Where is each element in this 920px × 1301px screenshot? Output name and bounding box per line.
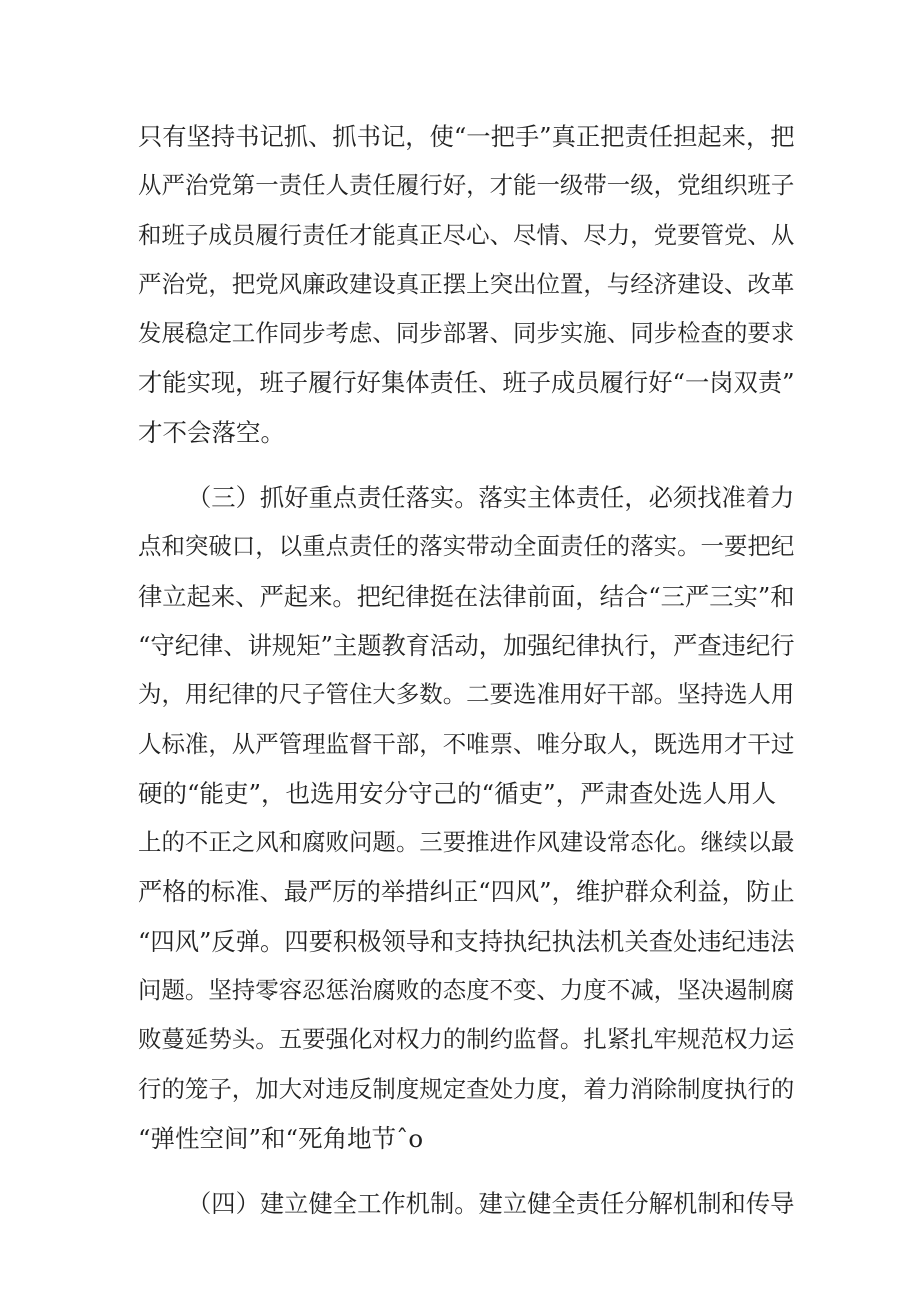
text-line: 上的不正之风和腐败问题。三要推进作风建设常态化。继续以最 (138, 828, 795, 857)
text-line: 才不会落空。 (138, 417, 285, 447)
text-line: （三）抓好重点责任落实。落实主体责任，必须找准着力 (187, 483, 795, 513)
text-line: “弹性空间”和“死角地节ˆo (138, 1123, 424, 1153)
text-line: 严格的标准、最严厉的举措纠正“四风”，维护群众利益，防止 (138, 877, 795, 907)
paragraph-spacer (138, 457, 798, 473)
text-line: 律立起来、严起来。把纪律挺在法律前面，结合“三严三实”和 (138, 581, 795, 611)
text-line: 行的笼子，加大对违反制度规定查处力度，着力消除制度执行的 (138, 1074, 795, 1103)
text-line: 严治党，把党风廉政建设真正摆上突出位置，与经济建设、改革 (138, 269, 795, 298)
paragraph-3 (138, 1179, 798, 1228)
text-line: 发展稳定工作同步考虑、同步部署、同步实施、同步检查的要求 (138, 319, 795, 348)
paragraph-spacer (138, 1163, 798, 1179)
text-line: 问题。坚持零容忍惩治腐败的态度不变、力度不减，坚决遏制腐 (138, 976, 795, 1005)
text-line: 点和突破口，以重点责任的落实带动全面责任的落实。一要把纪 (138, 532, 795, 561)
text-line: “四风”反弹。四要积极领导和支持执纪执法机关查处违纪违法 (138, 926, 795, 956)
text-line: （四）建立健全工作机制。建立健全责任分解机制和传导 (187, 1189, 795, 1219)
text-line: 和班子成员履行责任才能真正尽心、尽情、尽力，党要管党、从 (138, 220, 795, 249)
document-body (138, 112, 798, 1229)
text-line: 败蔓延势头。五要强化对权力的制约监督。扎紧扎牢规范权力运 (138, 1025, 795, 1054)
text-line: “守纪律、讲规矩”主题教育活动，加强纪律执行，严查违纪行 (138, 630, 795, 660)
paragraph-1 (138, 112, 798, 457)
text-line: 为，用纪律的尺子管住大多数。二要选准用好干部。坚持选人用 (138, 680, 795, 709)
paragraph-2 (138, 473, 798, 1163)
text-line: 才能实现，班子履行好集体责任、班子成员履行好“一岗双责” (138, 368, 795, 398)
text-line: 硬的“能吏”，也选用安分守己的“循吏”，严肃查处选人用人 (138, 778, 777, 808)
text-line: 只有坚持书记抓、抓书记，使“一把手”真正把责任担起来，把 (138, 122, 795, 151)
text-line: 从严治党第一责任人责任履行好，才能一级带一级，党组织班子 (138, 171, 795, 200)
text-line: 人标准，从严管理监督干部，不唯票、唯分取人，既选用才干过 (138, 729, 795, 758)
